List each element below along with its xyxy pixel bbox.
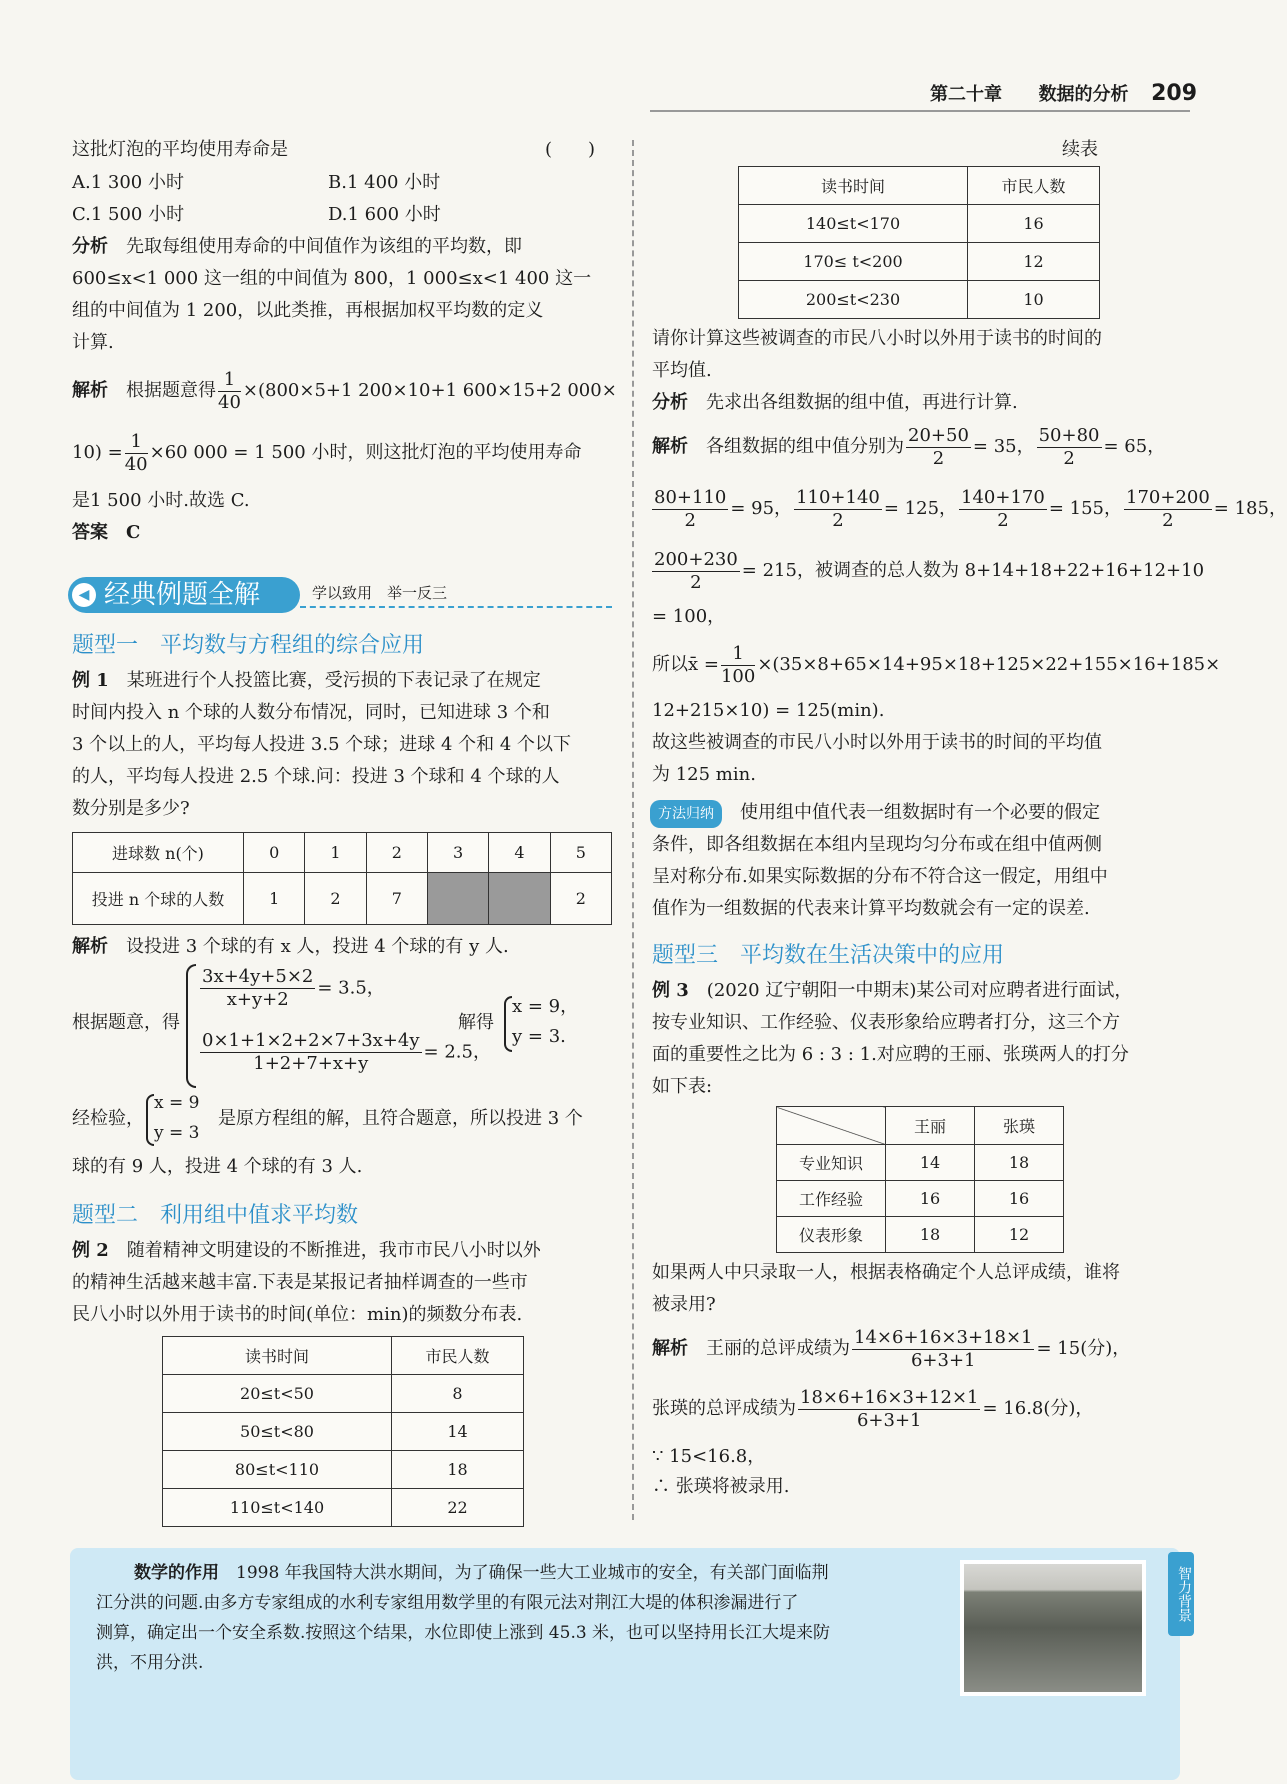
table-header: 5 [550, 833, 611, 873]
example-1-line-2: 时间内投入 n 个球的人数分布情况，同时，已知进球 3 个和 [72, 702, 550, 723]
table-cell: 18 [975, 1145, 1064, 1181]
example-3-line-4: 如下表: [652, 1076, 713, 1097]
table-cell: 工作经验 [777, 1181, 886, 1217]
answer-paren: ( ) [545, 139, 596, 160]
example-3-line-3: 面的重要性之比为 6 : 3 : 1.对应聘的王丽、张瑛两人的打分 [652, 1044, 1129, 1065]
table-header: 王丽 [886, 1107, 975, 1145]
table-header: 1 [305, 833, 366, 873]
method-line-1: 方法归纳 使用组中值代表一组数据时有一个必要的假定 [650, 800, 1100, 828]
solution-y: y = 3. [512, 1026, 566, 1047]
solution-line-1: 解析 根据题意得 $\frac{1}{40}$ ×(800×5+1 200×10+1 600×15+2 000× [72, 368, 617, 413]
table-cell: 14 [392, 1413, 524, 1451]
table-header: 2 [366, 833, 427, 873]
page-header [930, 80, 1197, 106]
solution-brace [504, 996, 512, 1052]
conclusion-line-1: 故这些被调查的市民八小时以外用于读书的时间的平均值 [652, 732, 1102, 753]
method-line-2: 条件，即各组数据在本组内呈现均匀分布或在组中值两侧 [652, 834, 1102, 855]
table-header: 读书时间 [739, 167, 968, 205]
table-cell: 18 [886, 1217, 975, 1253]
equation-2: $\frac{0\times 1+1\times 2+2\times 7+3x+4y}{1+2+7+x+y}$ = 2.5， [202, 1030, 491, 1074]
question-line-1: 请你计算这些被调查的市民八小时以外用于读书的时间的 [652, 328, 1102, 349]
question-3-line-2: 被录用? [652, 1294, 716, 1315]
analysis-line-1: 分析 先取每组使用寿命的中间值作为该组的平均数，即 [72, 236, 522, 257]
table-cell: 12 [975, 1217, 1064, 1253]
section-rule [300, 606, 612, 608]
mean-line-2: 12+215×10) = 125(min). [652, 700, 885, 721]
option-b: B.1 400 小时 [328, 172, 441, 193]
table-header: 市民人数 [968, 167, 1100, 205]
table-cell: 16 [975, 1181, 1064, 1217]
footer-line-4: 洪，不用分洪. [96, 1653, 204, 1673]
table-cell: 16 [886, 1181, 975, 1217]
analysis-line: 分析 先求出各组数据的组中值，再进行计算. [652, 392, 1018, 413]
check-x: x = 9 [154, 1093, 200, 1113]
table-header: 3 [427, 833, 488, 873]
example-2-line-3: 民八小时以外用于读书的时间(单位：min)的频数分布表. [72, 1304, 523, 1325]
solve-label: 解得 [458, 1012, 494, 1033]
solution-line-2: 10) = $\frac{1}{40}$ ×60 000 = 1 500 小时，则这批灯泡的平均使用寿命 [72, 430, 582, 475]
section-subtitle: 学以致用 举一反三 [312, 584, 448, 602]
midpoint-line-2: $\frac{80+110}{2}$ = 95， $\frac{110+140}{2}$ = 125， $\frac{140+170}{2}$ = 155， $\frac{170+200}{2}$ = 185， [654, 486, 1287, 531]
check-brace [146, 1094, 154, 1146]
side-tab: 智力背景 [1168, 1552, 1194, 1636]
equation-1: $\frac{3x+4y+5\times 2}{x+y+2}$ = 3.5， [202, 966, 385, 1010]
table-header: 0 [244, 833, 305, 873]
midpoint-line-1: 解析 各组数据的组中值分别为 $\frac{20+50}{2}$ = 35， $\frac{50+80}{2}$ = 65， [652, 424, 1166, 469]
example-1-line-3: 3 个以上的人，平均每人投进 3.5 个球；进球 4 个和 4 个以下 [72, 734, 572, 755]
type-3-heading: 题型三 平均数在生活决策中的应用 [652, 943, 1005, 968]
analysis-line-3: 组的中间值为 1 200，以此类推，再根据加权平均数的定义 [72, 300, 544, 321]
table-cell: 170≤ t<200 [739, 243, 968, 281]
table-cell: 2 [550, 873, 611, 925]
table-cell: 140≤t<170 [739, 205, 968, 243]
example-2-line-1: 例 2 随着精神文明建设的不断推进，我市市民八小时以外 [72, 1240, 541, 1261]
analysis-line-4: 计算. [72, 332, 114, 353]
table-cell: 1 [244, 873, 305, 925]
system-brace [186, 964, 196, 1088]
reading-time-table [162, 1336, 524, 1527]
table-cell: 18 [392, 1451, 524, 1489]
flood-photo [960, 1560, 1146, 1696]
type-1-heading: 题型一 平均数与方程组的综合应用 [72, 633, 425, 658]
check-line: 经检验， [72, 1108, 144, 1129]
example-3-line-1: 例 3 (2020 辽宁朝阳一中期末)某公司对应聘者进行面试， [652, 980, 1133, 1001]
answer-line: 答案 C [72, 522, 141, 543]
footer-line-2: 江分洪的问题.由多方专家组成的水利专家组用数学里的有限元法对荆江大堤的体积渗漏进行了 [96, 1593, 799, 1613]
example-1-line-5: 数分别是多少? [72, 798, 190, 819]
solution-x: x = 9， [512, 996, 579, 1017]
table-cell: 8 [392, 1375, 524, 1413]
table-cell: 7 [366, 873, 427, 925]
solution-line-3: 是1 500 小时.故选 C. [72, 490, 250, 511]
total-line: = 100， [652, 606, 726, 627]
example-1-line-1: 例 1 某班进行个人投篮比赛，受污损的下表记录了在规定 [72, 670, 541, 691]
diagonal-header-cell [777, 1107, 886, 1145]
option-a: A.1 300 小时 [72, 172, 184, 193]
section-banner: 经典例题全解 [68, 577, 300, 613]
table-cell: 2 [305, 873, 366, 925]
header-rule [650, 110, 1190, 112]
table-cell: 14 [886, 1145, 975, 1181]
analysis-line-2: 600≤x<1 000 这一组的中间值为 800，1 000≤x<1 400 这一 [72, 268, 592, 289]
shot-count-table [72, 832, 612, 925]
banner-icon: ◀ [72, 583, 96, 607]
system-label: 根据题意，得 [72, 1012, 180, 1033]
footer-line-1: 数学的作用 1998 年我国特大洪水期间，为了确保一些大工业城市的安全，有关部门面临荆 [134, 1563, 829, 1583]
table-cell: 12 [968, 243, 1100, 281]
table-header: 张瑛 [975, 1107, 1064, 1145]
smudged-cell [489, 873, 550, 925]
table-cell: 22 [392, 1489, 524, 1527]
interview-score-table [776, 1106, 1064, 1253]
footer-line-3: 测算，确定出一个安全系数.按照这个结果，水位即使上涨到 45.3 米，也可以坚持用长江大堤来防 [96, 1623, 831, 1643]
table-cell: 投进 n 个球的人数 [73, 873, 244, 925]
mean-line-1: 所以x̄ = $\frac{1}{100}$ ×(35×8+65×14+95×18+125×22+155×16+185× [652, 642, 1221, 687]
check-line-c: 球的有 9 人，投进 4 个球的有 3 人. [72, 1156, 363, 1177]
type-2-heading: 题型二 利用组中值求平均数 [72, 1203, 359, 1228]
chapter-title: 数据的分析 [1038, 84, 1129, 105]
table-cell: 200≤t<230 [739, 281, 968, 319]
option-c: C.1 500 小时 [72, 204, 185, 225]
score-zhangying: 张瑛的总评成绩为 $\frac{18\times 6+16\times 3+12\times 1}{6+3+1}$ = 16.8(分)， [652, 1386, 1094, 1431]
table-cell: 专业知识 [777, 1145, 886, 1181]
midpoint-line-3: $\frac{200+230}{2}$ = 215，被调查的总人数为 8+14+18+22+16+12+10 [654, 548, 1205, 593]
table-cell: 110≤t<140 [163, 1489, 392, 1527]
table-cell: 50≤t<80 [163, 1413, 392, 1451]
conclusion-line-2: 为 125 min. [652, 764, 756, 785]
column-divider [632, 140, 634, 1520]
table-cell: 仪表形象 [777, 1217, 886, 1253]
example-1-solution-1: 解析 设投进 3 个球的有 x 人，投进 4 个球的有 y 人. [72, 936, 509, 957]
compare-line: ∵ 15<16.8， [652, 1446, 766, 1467]
table-cell: 10 [968, 281, 1100, 319]
reading-time-table-continued [738, 166, 1100, 319]
page-number: 209 [1151, 81, 1198, 106]
table-header: 市民人数 [392, 1337, 524, 1375]
method-line-3: 呈对称分布.如果实际数据的分布不符合这一假定，用组中 [652, 866, 1108, 887]
example-1-line-4: 的人，平均每人投进 2.5 个球.问：投进 3 个球和 4 个球的人 [72, 766, 560, 787]
score-wangli: 解析 王丽的总评成绩为 $\frac{14\times 6+16\times 3+18\times 1}{6+3+1}$ = 15(分)， [652, 1326, 1131, 1371]
table-header: 4 [489, 833, 550, 873]
example-3-line-2: 按专业知识、工作经验、仪表形象给应聘者打分，这三个方 [652, 1012, 1120, 1033]
analysis-label: 分析 [72, 236, 108, 257]
table-cell: 80≤t<110 [163, 1451, 392, 1489]
check-line-b: 是原方程组的解，且符合题意，所以投进 3 个 [218, 1108, 583, 1129]
method-badge: 方法归纳 [650, 800, 722, 828]
continued-label: 续表 [1062, 139, 1098, 160]
table-header: 进球数 n(个) [73, 833, 244, 873]
result-line: ∴ 张瑛将被录用. [652, 1476, 790, 1497]
chapter-label: 第二十章 [930, 84, 1002, 105]
table-header: 读书时间 [163, 1337, 392, 1375]
question-3-line-1: 如果两人中只录取一人，根据表格确定个人总评成绩，谁将 [652, 1262, 1120, 1283]
table-cell: 20≤t<50 [163, 1375, 392, 1413]
table-cell: 16 [968, 205, 1100, 243]
method-line-4: 值作为一组数据的代表来计算平均数就会有一定的误差. [652, 898, 1090, 919]
option-d: D.1 600 小时 [328, 204, 441, 225]
smudged-cell [427, 873, 488, 925]
check-y: y = 3 [154, 1123, 200, 1143]
example-2-line-2: 的精神生活越来越丰富.下表是某报记者抽样调查的一些市 [72, 1272, 528, 1293]
question-line-2: 平均值. [652, 360, 712, 381]
question-stem: 这批灯泡的平均使用寿命是 [72, 139, 288, 160]
